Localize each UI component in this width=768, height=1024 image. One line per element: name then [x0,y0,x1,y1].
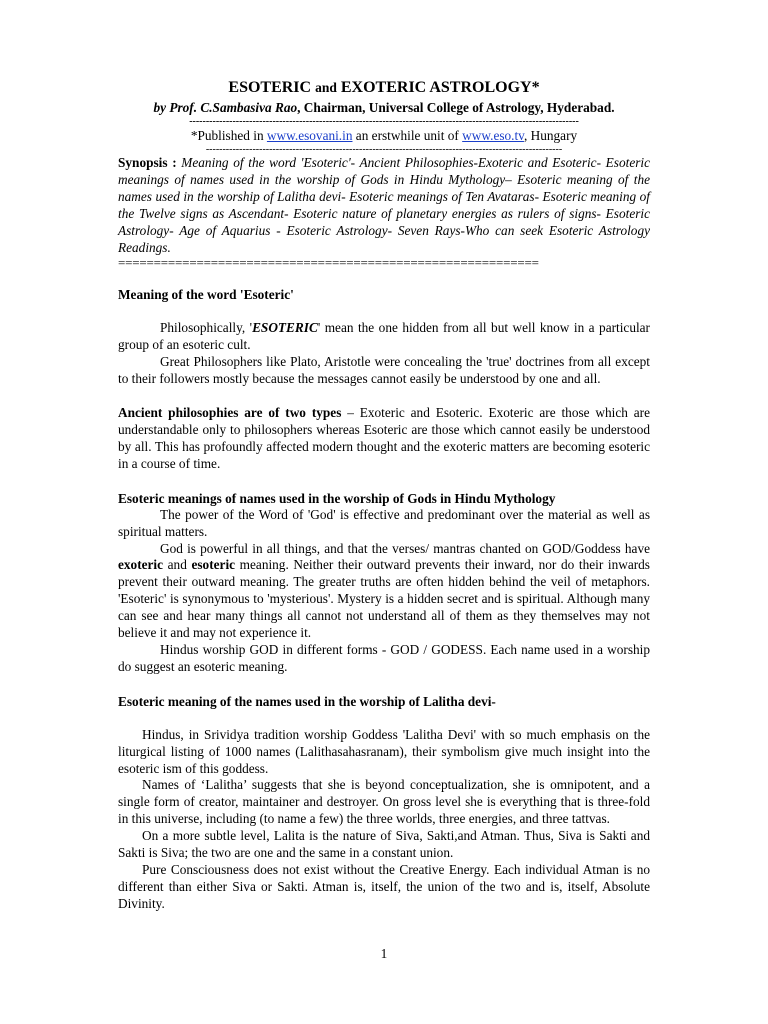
paragraph: On a more subtle level, Lalita is the nature of Siva, Sakti,and Atman. Thus, Siva is Sakti and Sakti is Siva; the two are one and the same in a constant union. [118,828,650,861]
page-number: 1 [380,946,388,961]
document-body [118,78,650,913]
divider-equals: =========================================================== [118,256,539,270]
paragraph: Names of ‘Lalitha’ suggests that she is beyond conceptualization, she is omnipotent, and a single form of creator, maintainer and destroyer. On gross level she is everything that is three-fold in this universe, including (to name a few) the three worlds, three energies, and three tattvas. [118,777,650,827]
divider-dashes-top: --------------------------------------------------------------------------------------------------------------------- [189,116,579,127]
paragraph: Hindus worship GOD in different forms - GOD / GODESS. Each name used in a worship do suggest an esoteric meaning. [118,641,650,674]
paragraph: Pure Consciousness does not exist without the Creative Energy. Each individual Atman is no different than either Siva or Sakti. Atman is, itself, the union of the two and is, itself, Absolute Divinity. [118,862,650,911]
byline [118,99,650,116]
paragraph: God is powerful in all things, and that the verses/ mantras chanted on GOD/Goddess have exoteric and esoteric meaning. Neither their outward prevents their inward, nor do their inwards prevent their outward meaning. The greater truths are often hidden behind the veil of metaphors. 'Esoteric' is synonymous to 'mysterious'. Mystery is a hidden secret and is spiritual. Although many can see and hear many things all cannot not understand all of them as they themselves may not believe it and may not experience it. [118,540,650,641]
divider-dashes-bottom: ----------------------------------------------------------------------------------------------------------- [205,144,563,155]
paragraph: Hindus, in Srividya tradition worship Goddess 'Lalitha Devi' with so much emphasis on the liturgical listing of 1000 names (Lalithasahasranam), their symbolism give much insight into the esoteric ism of this goddess. [118,726,650,776]
link-esovani[interactable]: www.esovani.in [266,128,353,143]
paragraph: Great Philosophers like Plato, Aristotle were concealing the 'true' doctrines from all except to their followers mostly because the messages cannot easily be understood by one and all. [118,354,650,387]
page-title: ESOTERIC and EXOTERIC ASTROLOGY* [228,79,540,96]
author-name: by Prof. C.Sambasiva Rao [153,100,298,115]
paragraph: The power of the Word of 'God' is effective and predominant over the material as well as spiritual matters. [118,506,650,539]
section-heading-esoteric-meaning: Meaning of the word 'Esoteric' [118,287,294,303]
synopsis-text: Meaning of the word 'Esoteric'- Ancient Philosophies-Exoteric and Esoteric- Esoteric meanings of names used in the worship of Gods in Hindu Mythology– Esoteric meaning of the names used in the worship of Lalitha devi- Esoteric meanings of Ten Avataras- Esoteric meaning of the Twelve signs as Ascendant- Esoteric nature of planetary energies as rulers of signs- Esoteric Astrology- Age of Aquarius - Esoteric Astrology- Seven Rays-Who can seek Esoteric Astrology Readings. [118,155,650,255]
section-heading-hindu-mythology: Esoteric meanings of names used in the worship of Gods in Hindu Mythology [118,490,556,506]
author-affiliation: , Chairman, Universal College of Astrology, Hyderabad. [297,100,615,115]
section-heading-lalitha-devi: Esoteric meaning of the names used in the worship of Lalitha devi- [118,693,496,709]
link-eso-tv[interactable]: www.eso.tv [462,128,524,143]
paragraph-ancient-philosophies: Ancient philosophies are of two types – Exoteric and Esoteric. Exoteric are those which are understandable only to philosophers whereas Esoteric are those which cannot easily be understood by all. This has profoundly affected modern thought and the exoteric matters are becoming esoteric in a course of time. [118,405,650,471]
publication-note: *Published in www.esovani.in an erstwhile unit of www.eso.tv, Hungary [190,128,578,143]
synopsis [118,155,650,256]
synopsis-label: Synopsis : [118,155,177,170]
paragraph: Philosophically, 'ESOTERIC' mean the one hidden from all but well know in a particular group of an esoteric cult. [118,320,650,353]
